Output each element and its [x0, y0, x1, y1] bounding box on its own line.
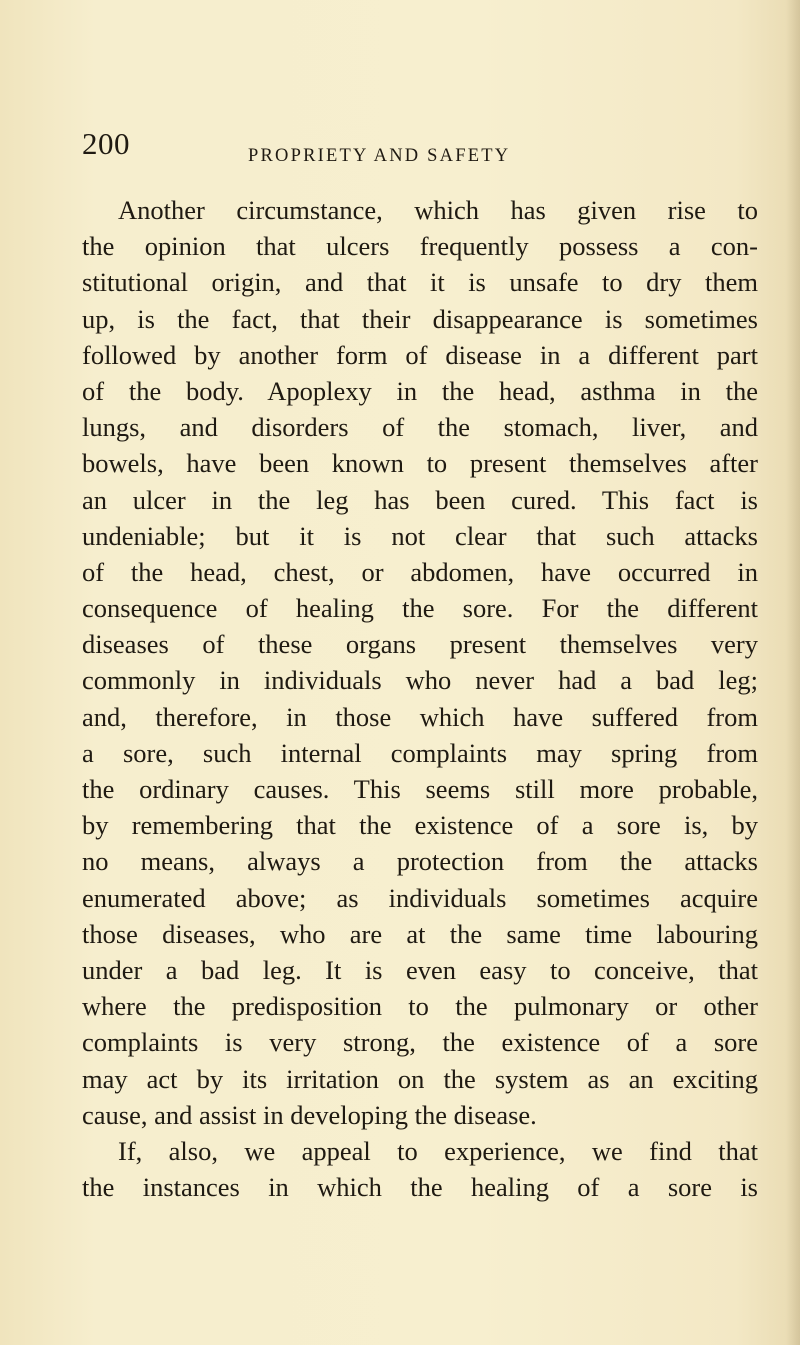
text-line: those diseases, who are at the same time labouring	[82, 918, 758, 949]
text-line: and, therefore, in those which have suffered from	[82, 701, 758, 732]
text-line: consequence of healing the sore. For the different	[82, 593, 758, 624]
text-line: stitutional origin, and that it is unsafe to dry them	[82, 267, 758, 298]
text-line: Another circumstance, which has given rise to	[118, 195, 758, 225]
running-head: PROPRIETY AND SAFETY	[248, 146, 511, 166]
text-line: commonly in individuals who never had a bad leg;	[82, 665, 758, 696]
text-line: If, also, we appeal to experience, we find that	[118, 1135, 758, 1166]
text-line: a sore, such internal complaints may spring from	[82, 737, 758, 768]
text-line: the ordinary causes. This seems still more probable,	[82, 774, 758, 804]
text-line: may act by its irritation on the system as an exciting	[82, 1063, 758, 1094]
text-line: lungs, and disorders of the stomach, liver, and	[82, 412, 758, 443]
text-line: enumerated above; as individuals sometimes acquire	[82, 882, 758, 913]
text-line: by remembering that the existence of a sore is, by	[82, 810, 758, 841]
text-line: under a bad leg. It is even easy to conceive, that	[82, 954, 758, 985]
text-line: cause, and assist in developing the disease.	[82, 1099, 537, 1130]
text-line: diseases of these organs present themselves very	[82, 629, 758, 660]
text-line: the instances in which the healing of a sore is	[82, 1172, 758, 1203]
text-line: no means, always a protection from the attacks	[82, 846, 758, 877]
body-text	[82, 192, 758, 1205]
text-line: of the head, chest, or abdomen, have occurred in	[82, 556, 758, 587]
page-number: 200	[82, 126, 130, 161]
text-line: an ulcer in the leg has been cured. This fact is	[82, 484, 758, 515]
text-line: up, is the fact, that their disappearance is sometimes	[82, 303, 758, 334]
text-line: followed by another form of disease in a different part	[82, 339, 758, 370]
text-line: where the predisposition to the pulmonary or other	[82, 991, 758, 1022]
text-line: undeniable; but it is not clear that such attacks	[82, 520, 758, 551]
text-line: the opinion that ulcers frequently possess a con-	[82, 231, 758, 262]
text-line: of the body. Apoplexy in the head, asthma in the	[82, 375, 758, 406]
text-line: complaints is very strong, the existence of a sore	[82, 1027, 758, 1058]
text-line: bowels, have been known to present themselves after	[82, 448, 758, 479]
